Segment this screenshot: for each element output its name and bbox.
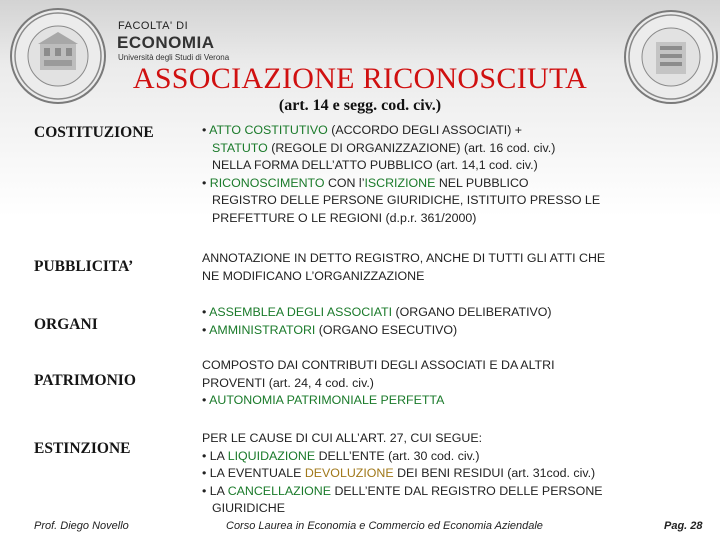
term-riconoscimento: RICONOSCIMENTO xyxy=(209,175,325,190)
bullet: • xyxy=(202,175,210,190)
bullet: • xyxy=(202,123,210,137)
label-organi: ORGANI xyxy=(34,316,98,333)
term-autonomia: AUTONOMIA PATRIMONIALE PERFETTA xyxy=(209,393,445,407)
footer-course: Corso Laurea in Economia e Commercio ed Economia Aziendale xyxy=(226,520,543,532)
text-fragment: DELL’ENTE DAL REGISTRO DELLE PERSONE xyxy=(331,483,603,498)
content-organi xyxy=(202,304,707,339)
text-line xyxy=(202,465,707,483)
content-patrimonio xyxy=(202,357,707,410)
text-line xyxy=(202,304,707,322)
term-assemblea: ASSEMBLEA DEGLI ASSOCIATI xyxy=(209,305,393,319)
text-line xyxy=(202,322,707,340)
text-fragment: DELL’ENTE (art. 30 cod. civ.) xyxy=(315,448,480,463)
text-line xyxy=(202,175,707,193)
footer-page-number: Pag. 28 xyxy=(664,520,703,532)
slide-subtitle: (art. 14 e segg. cod. civ.) xyxy=(278,97,442,114)
term-statuto: STATUTO xyxy=(212,140,268,155)
term-iscrizione: ISCRIZIONE xyxy=(364,175,436,190)
slide-title: ASSOCIAZIONE RICONOSCIUTA xyxy=(132,62,588,95)
text-fragment: • LA xyxy=(202,483,228,498)
label-pubblicita: PUBBLICITA’ xyxy=(34,258,134,275)
text-line xyxy=(202,483,707,501)
content-costituzione xyxy=(202,122,707,227)
text-line: PROVENTI (art. 24, 4 cod. civ.) xyxy=(202,375,374,390)
text-line xyxy=(202,122,707,140)
content-pubblicita xyxy=(202,250,707,285)
bullet: • xyxy=(202,393,210,407)
text-fragment: DEI BENI RESIDUI (art. 31cod. civ.) xyxy=(393,466,596,480)
text-line xyxy=(202,448,707,466)
term-amministratori: AMMINISTRATORI xyxy=(209,322,316,337)
label-patrimonio: PATRIMONIO xyxy=(34,372,136,389)
text-fragment: (ORGANO ESECUTIVO) xyxy=(315,322,458,337)
text-line: COMPOSTO DAI CONTRIBUTI DEGLI ASSOCIATI E DA ALTRI xyxy=(202,358,555,372)
faculty-prefix: FACOLTA' DI xyxy=(118,20,189,32)
text-line: PER LE CAUSE DI CUI ALL’ART. 27, CUI SEGUE: xyxy=(202,431,483,445)
term-atto-costitutivo: ATTO COSTITUTIVO xyxy=(209,123,328,137)
faculty-name: ECONOMIA xyxy=(117,33,215,52)
text-line: ANNOTAZIONE IN DETTO REGISTRO, ANCHE DI TUTTI GLI ATTI CHE xyxy=(202,251,606,265)
footer-author: Prof. Diego Novello xyxy=(34,520,129,532)
text-fragment: • LA xyxy=(202,448,228,463)
label-costituzione: COSTITUZIONE xyxy=(34,124,154,141)
term-devoluzione: DEVOLUZIONE xyxy=(304,466,394,480)
term-liquidazione: LIQUIDAZIONE xyxy=(227,448,316,463)
text-fragment: (ACCORDO DEGLI ASSOCIATI) + xyxy=(327,123,523,137)
term-cancellazione: CANCELLAZIONE xyxy=(227,483,331,498)
university-name: Università degli Studi di Verona xyxy=(118,53,230,62)
text-line: GIURIDICHE xyxy=(212,501,285,515)
text-line xyxy=(202,392,707,410)
content-estinzione xyxy=(202,430,707,518)
bullet: • xyxy=(202,305,210,319)
text-fragment: CON l’ xyxy=(324,175,365,190)
text-fragment: NEL PUBBLICO xyxy=(435,175,529,190)
text-line xyxy=(202,140,707,158)
label-estinzione: ESTINZIONE xyxy=(34,440,131,457)
text-line: NELLA FORMA DELL’ATTO PUBBLICO (art. 14,1 cod. civ.) xyxy=(212,158,538,172)
text-line: PREFETTURE O LE REGIONI (d.p.r. 361/2000) xyxy=(212,210,477,225)
text-fragment: • LA EVENTUALE xyxy=(202,466,305,480)
text-line: REGISTRO DELLE PERSONE GIURIDICHE, ISTITUITO PRESSO LE xyxy=(212,193,601,207)
bullet: • xyxy=(202,322,210,337)
text-fragment: (REGOLE DI ORGANIZZAZIONE) (art. 16 cod. civ.) xyxy=(267,140,556,155)
text-fragment: (ORGANO DELIBERATIVO) xyxy=(392,305,552,319)
text-line: NE MODIFICANO L’ORGANIZZAZIONE xyxy=(202,268,425,283)
